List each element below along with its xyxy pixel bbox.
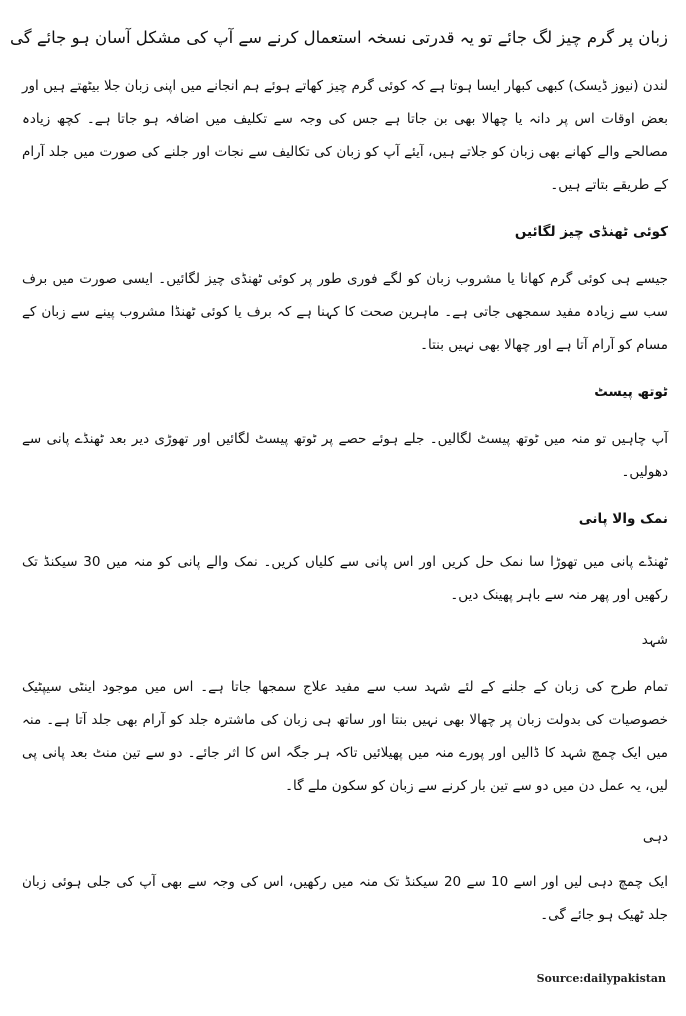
section-heading-honey: شہد (641, 632, 668, 648)
section-body-toothpaste: آپ چاہیں تو منہ میں ٹوتھ پیسٹ لگالیں۔ جلے ہوئے حصے پر ٹوتھ پیسٹ لگائیں اور تھوڑی دیر بعد ٹھنڈے پانی سے دھولیں۔ (22, 431, 668, 480)
section-body-yogurt: ایک چمچ دہی لیں اور اسے 10 سے 20 سیکنڈ تک منہ میں رکھیں، اس کی وجہ سے بھی آپ کی جلی ہوئی زبان جلد ٹھیک ہو جائے گی۔ (22, 874, 668, 923)
section-body-salt-water: ٹھنڈے پانی میں تھوڑا سا نمک حل کریں اور اس پانی سے کلیاں کریں۔ نمک والے پانی کو منہ میں 30 سیکنڈ تک رکھیں اور پھر منہ سے باہر پھینک دیں۔ (22, 554, 668, 603)
source-credit: Source:dailypakistan (536, 972, 666, 985)
section-body-honey: تمام طرح کی زبان کے جلنے کے لئے شہد سب سے مفید علاج سمجھا جاتا ہے۔ اس میں موجود اینٹی سیپٹیک خصوصیات کی بدولت زبان پر چھالا بھی نہیں بنتا اور ساتھ ہی زبان کی ماشترہ جلد کو آرام بھی جلد آتا ہے۔ منہ میں ایک چمچ شہد کا ڈالیں اور پورے منہ میں پھیلائیں تاکہ ہر جگہ اس کا اثر جائے۔ دو سے تین منٹ بعد پانی پی لیں، یہ عمل دن میں دو سے تین بار کرنے سے زبان کو سکون ملے گا۔ (22, 679, 668, 794)
section-heading-salt-water: نمک والا پانی (578, 511, 668, 527)
article-title: زبان پر گرم چیز لگ جائے تو یہ قدرتی نسخہ استعمال کرنے سے آپ کی مشکل آسان ہو جائے گی (9, 28, 668, 47)
section-body-cold: جیسے ہی کوئی گرم کھانا یا مشروب زبان کو لگے فوری طور پر کوئی ٹھنڈی چیز لگائیں۔ ایسی صورت میں برف سب سے زیادہ مفید سمجھی جاتی ہے۔ ماہرین صحت کا کہنا ہے کہ برف یا کوئی ٹھنڈا مشروب پینے سے زبان کے مسام کو آرام آتا ہے اور چھالا بھی نہیں بنتا۔ (22, 271, 668, 353)
intro-paragraph: لندن (نیوز ڈیسک) کبھی کبھار ایسا ہوتا ہے کہ کوئی گرم چیز کھاتے ہوئے ہم انجانے میں اپنی زبان جلا بیٹھتے ہیں اور بعض اوقات اس پر دانہ یا چھالا بھی بن جاتا ہے جس کی وجہ سے تکلیف میں اضافہ ہو جاتا ہے۔ کچھ زیادہ مصالحے والے کھانے بھی زبان کو جلاتے ہیں، آیئے آپ کو زبان کی تکالیف سے نجات اور جلنے کی صورت میں جلد آرام کے طریقے بتاتے ہیں۔ (22, 78, 668, 193)
section-heading-toothpaste: ٹوتھ پیسٹ (594, 384, 668, 400)
section-heading-yogurt: دہی (642, 829, 668, 845)
section-heading-cold: کوئی ٹھنڈی چیز لگائیں (514, 224, 668, 240)
